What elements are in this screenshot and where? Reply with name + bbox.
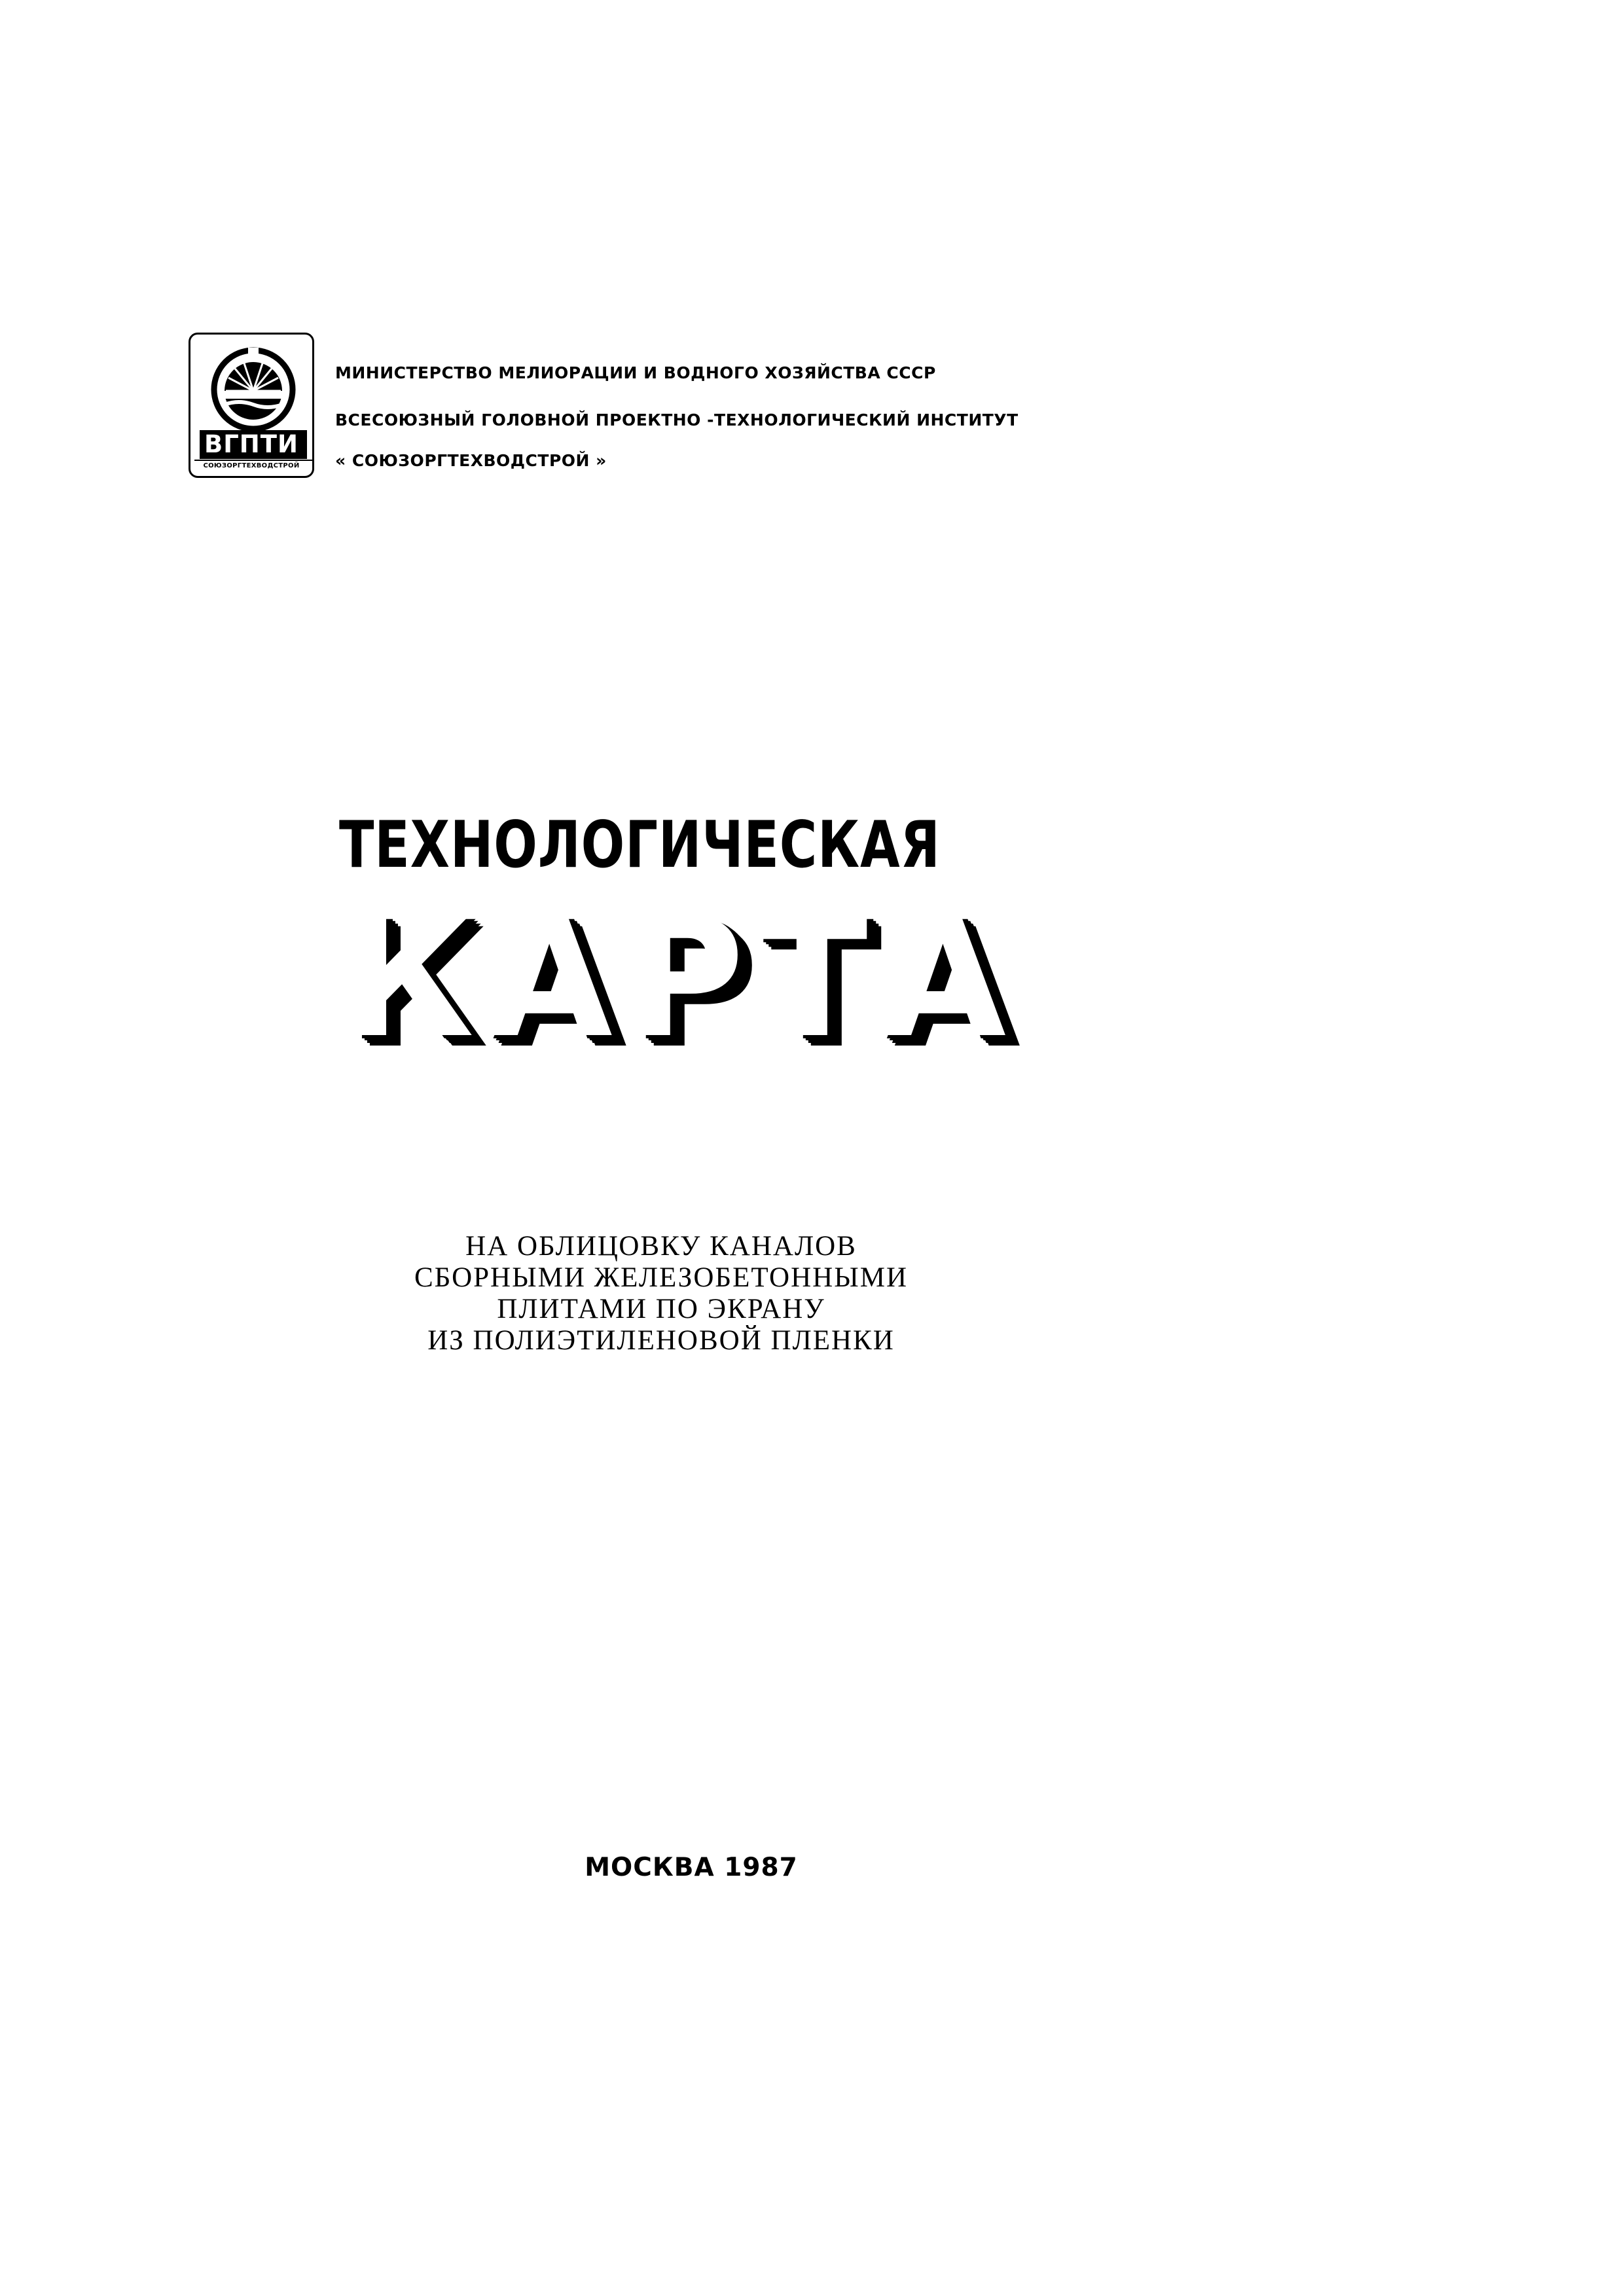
subtitle-line: НА ОБЛИЦОВКУ КАНАЛОВ (465, 1231, 857, 1262)
imprint-city-year: МОСКВА 1987 (585, 1853, 798, 1882)
subtitle-line: ИЗ ПОЛИЭТИЛЕНОВОЙ ПЛЕНКИ (427, 1325, 895, 1356)
logo-caption: СОЮЗОРГТЕХВОДСТРОЙ (203, 462, 300, 469)
ministry-line: МИНИСТЕРСТВО МЕЛИОРАЦИИ И ВОДНОГО ХОЗЯЙСТВА СССР (335, 363, 936, 382)
title-main-wrapper (340, 884, 1067, 1074)
subtitle-line: СБОРНЫМИ ЖЕЛЕЗОБЕТОННЫМИ (414, 1262, 908, 1293)
logo-abbreviation: ВГПТИ (204, 430, 298, 458)
subtitle-block (367, 1231, 956, 1357)
title-line-2: КАРТА (340, 883, 1019, 1074)
organization-name: « СОЮЗОРГТЕХВОДСТРОЙ » (335, 451, 607, 470)
subtitle-line: ПЛИТАМИ ПО ЭКРАНУ (497, 1294, 825, 1324)
institute-line: ВСЕСОЮЗНЫЙ ГОЛОВНОЙ ПРОЕКТНО -ТЕХНОЛОГИЧЕСКИЙ ИНСТИТУТ (335, 410, 1019, 429)
title-line-1: ТЕХНОЛОГИЧЕСКАЯ (339, 808, 941, 883)
institute-logo (189, 333, 314, 478)
